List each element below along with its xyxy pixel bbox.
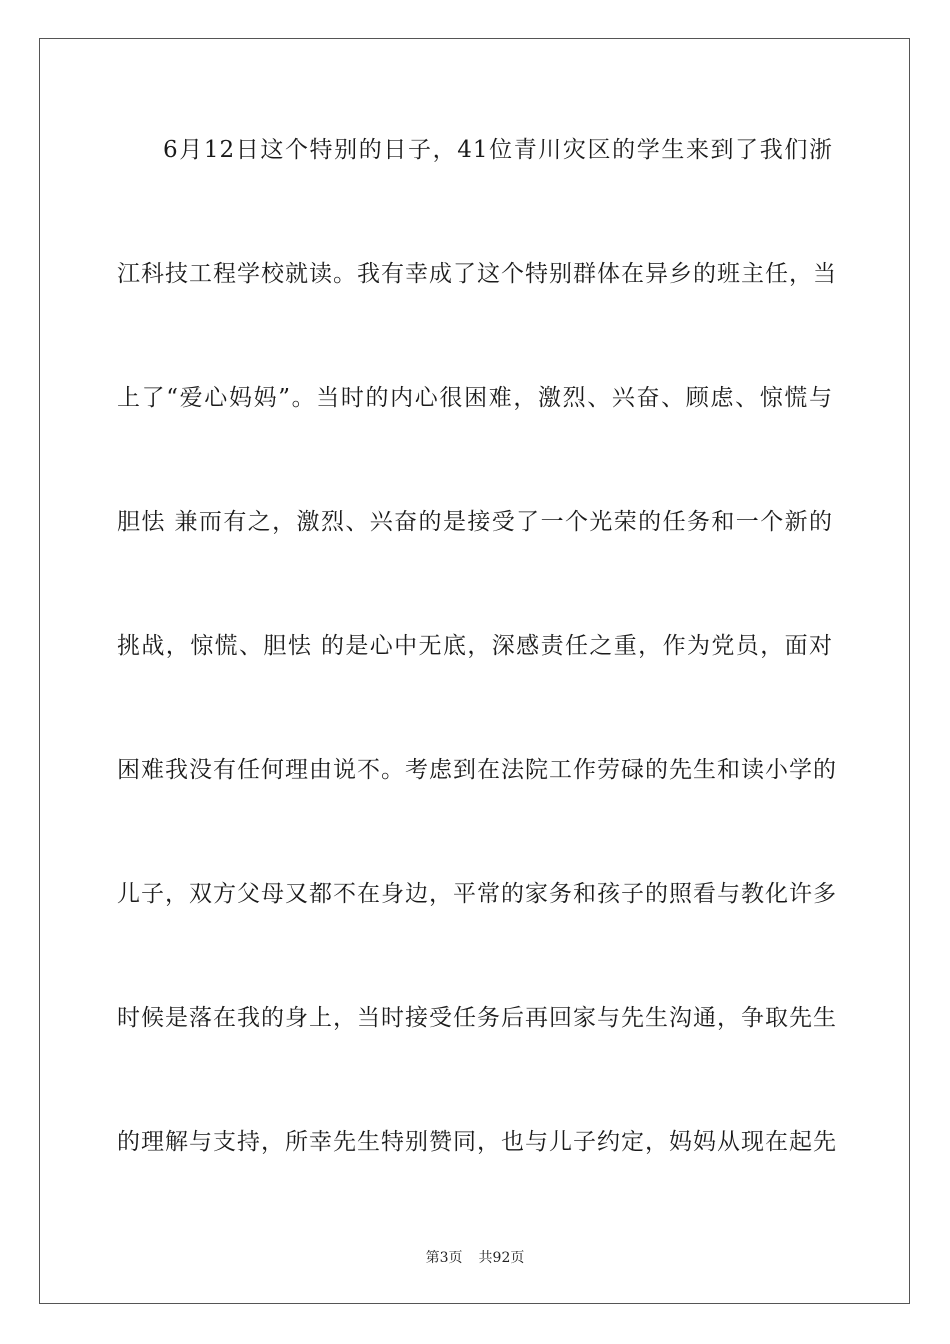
text-line-8: 时候是落在我的身上，当时接受任务后再回家与先生沟通，争取先生 [117, 1005, 837, 1031]
current-page-number: 第3页 [425, 1250, 463, 1266]
text-line-5: 挑战，惊慌、胆怯 的是心中无底，深感责任之重，作为党员，面对 [117, 633, 833, 659]
text-line-1: 6月12日这个特别的日子，41位青川灾区的学生来到了我们浙 [163, 137, 833, 163]
text-line-4: 胆怯 兼而有之，激烈、兴奋的是接受了一个光荣的任务和一个新的 [117, 509, 833, 535]
body-paragraph [117, 128, 837, 1244]
text-line-3: 上了“爱心妈妈”。当时的内心很困难，激烈、兴奋、顾虑、惊慌与 [117, 385, 833, 411]
text-line-2: 江科技工程学校就读。我有幸成了这个特别群体在异乡的班主任，当 [117, 261, 837, 287]
text-line-6: 困难我没有任何理由说不。考虑到在法院工作劳碌的先生和读小学的 [117, 757, 837, 783]
text-line-9: 的理解与支持，所幸先生特别赞同，也与儿子约定，妈妈从现在起先 [117, 1129, 837, 1155]
total-page-count: 共92页 [478, 1250, 525, 1266]
text-line-7: 儿子，双方父母又都不在身边，平常的家务和孩子的照看与教化许多 [117, 881, 837, 907]
page-footer [0, 1247, 950, 1267]
